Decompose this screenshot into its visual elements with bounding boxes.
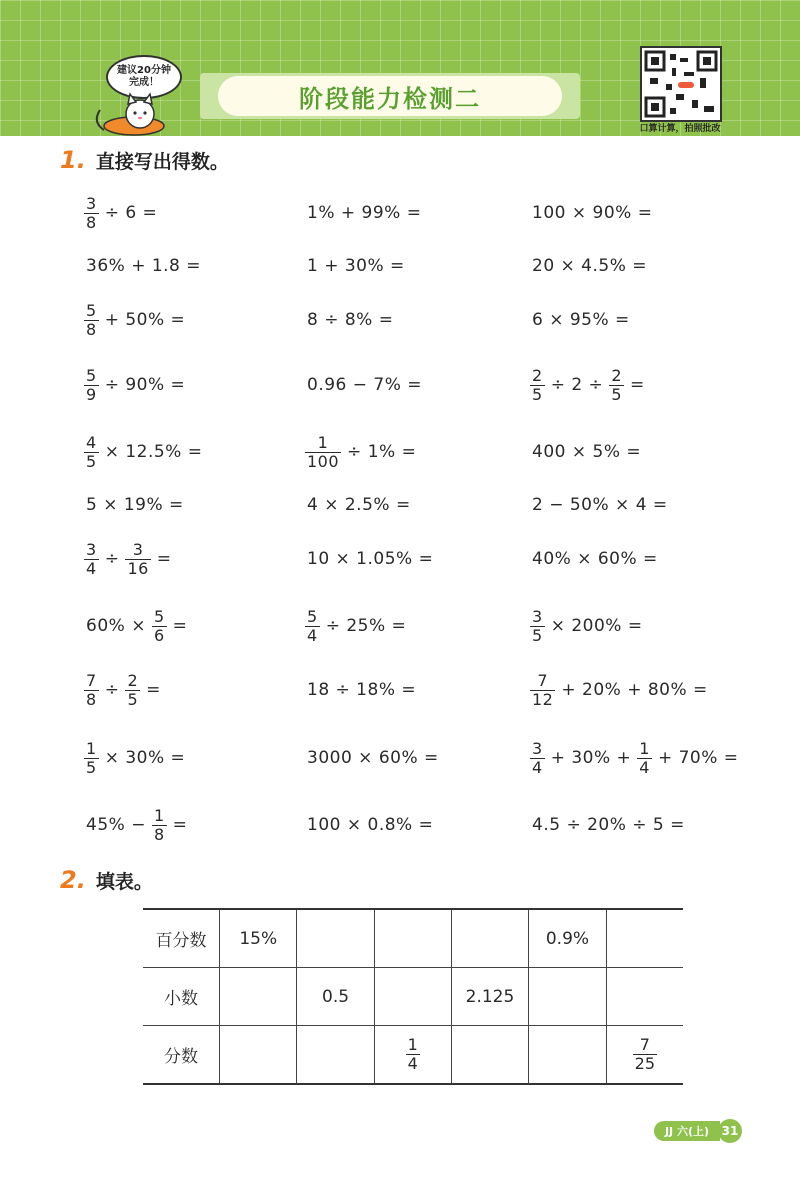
expr-text: × 30% = bbox=[104, 748, 186, 768]
calculation-item bbox=[303, 365, 426, 405]
calculation-item bbox=[303, 670, 420, 710]
page-title: 阶段能力检测二 bbox=[299, 84, 481, 113]
calculation-item bbox=[303, 539, 437, 579]
fraction-denominator: 5 bbox=[86, 451, 97, 471]
calculation-item bbox=[82, 539, 176, 579]
fraction bbox=[84, 195, 99, 232]
fraction bbox=[84, 367, 99, 404]
calculation-item bbox=[303, 432, 420, 472]
expr-text: 1 + 30% = bbox=[307, 256, 405, 276]
expr-text: = bbox=[156, 549, 172, 569]
fraction bbox=[84, 740, 99, 777]
fraction-denominator: 16 bbox=[127, 558, 149, 578]
section-1-heading bbox=[60, 146, 229, 174]
calculation-item bbox=[303, 246, 409, 286]
fraction-denominator: 8 bbox=[86, 689, 97, 709]
expr-prefix: 60% × bbox=[86, 616, 146, 636]
expr-text: ÷ 1% = bbox=[347, 442, 417, 462]
calculation-item bbox=[528, 193, 656, 233]
fraction bbox=[84, 672, 99, 709]
fraction bbox=[637, 740, 652, 777]
fraction-denominator: 25 bbox=[634, 1054, 656, 1073]
calculation-item bbox=[303, 805, 437, 845]
table-cell[interactable] bbox=[220, 1026, 297, 1085]
section-2-number: 2. bbox=[60, 866, 86, 894]
expr-text: 1% + 99% = bbox=[307, 203, 422, 223]
fraction bbox=[152, 608, 167, 645]
expr-text: 0.96 − 7% = bbox=[307, 375, 423, 395]
expr-text: = bbox=[172, 815, 188, 835]
bubble-line-1: 建议20分钟 bbox=[117, 65, 171, 76]
title-banner-inner bbox=[218, 76, 562, 116]
calculation-item bbox=[82, 485, 188, 525]
expr-text: = bbox=[172, 616, 188, 636]
expr-text: = bbox=[146, 680, 161, 700]
expr-text: ÷ 6 = bbox=[104, 203, 158, 223]
qr-code-icon[interactable] bbox=[640, 46, 722, 122]
fraction-numerator: 5 bbox=[86, 300, 97, 320]
expr-text: 18 ÷ 18% = bbox=[307, 680, 417, 700]
fraction bbox=[530, 740, 545, 777]
fraction-denominator: 12 bbox=[532, 689, 554, 709]
fraction-denominator: 4 bbox=[307, 625, 318, 645]
calculation-item bbox=[82, 805, 191, 845]
fraction-denominator: 8 bbox=[86, 212, 97, 232]
table-cell[interactable]: 2.125 bbox=[451, 968, 529, 1026]
calculation-item bbox=[82, 606, 191, 646]
expr-text: + 70% = bbox=[657, 748, 739, 768]
table-cell-fraction[interactable] bbox=[606, 1026, 683, 1085]
fraction-numerator: 2 bbox=[611, 365, 622, 385]
fraction bbox=[305, 434, 341, 471]
fraction-numerator: 3 bbox=[86, 193, 97, 213]
expr-text: 6 × 95% = bbox=[532, 310, 630, 330]
fraction-numerator: 1 bbox=[407, 1035, 418, 1054]
calculation-item bbox=[82, 193, 161, 233]
table-cell[interactable] bbox=[220, 968, 297, 1026]
calculation-item bbox=[303, 485, 415, 525]
table-row bbox=[143, 968, 683, 1026]
fraction bbox=[530, 672, 555, 709]
expr-text: + 30% + bbox=[550, 748, 632, 768]
section-1-number: 1. bbox=[60, 146, 86, 174]
fraction-numerator: 2 bbox=[127, 670, 139, 690]
expr-text: 8 ÷ 8% = bbox=[307, 310, 394, 330]
page-number: 31 bbox=[718, 1119, 742, 1143]
section-2-heading bbox=[60, 866, 153, 894]
expr-text: 36% + 1.8 = bbox=[86, 256, 202, 276]
table-cell[interactable]: 0.9% bbox=[529, 909, 606, 968]
fraction-numerator: 1 bbox=[317, 432, 329, 452]
expr-text: 10 × 1.05% = bbox=[307, 549, 434, 569]
table-cell[interactable] bbox=[374, 968, 451, 1026]
fraction-denominator: 5 bbox=[86, 757, 97, 777]
calculation-item bbox=[303, 193, 425, 233]
table-cell[interactable]: 0.5 bbox=[297, 968, 374, 1026]
expr-prefix: 45% − bbox=[86, 815, 146, 835]
table-row bbox=[143, 909, 683, 968]
qr-caption: 口算计算，拍照批改 bbox=[639, 124, 721, 134]
fraction-numerator: 7 bbox=[639, 1035, 650, 1054]
fraction bbox=[305, 608, 320, 645]
fraction-denominator: 4 bbox=[639, 757, 650, 777]
table-cell[interactable] bbox=[451, 1026, 529, 1085]
fraction bbox=[406, 1036, 420, 1073]
calculation-item bbox=[528, 670, 712, 710]
calculation-item bbox=[82, 246, 205, 286]
expr-text: 40% × 60% = bbox=[532, 549, 658, 569]
expr-text: + 20% + 80% = bbox=[561, 680, 708, 700]
expr-text: 400 × 5% = bbox=[532, 442, 642, 462]
bubble-line-2: 完成！ bbox=[129, 77, 159, 88]
calculation-item bbox=[528, 246, 651, 286]
expr-text: ÷ bbox=[104, 680, 120, 700]
calculation-item bbox=[82, 300, 189, 340]
fraction bbox=[125, 672, 140, 709]
row-label-fraction: 分数 bbox=[143, 1026, 220, 1085]
fraction-numerator: 3 bbox=[532, 606, 543, 626]
fraction-denominator: 6 bbox=[153, 625, 165, 645]
fraction bbox=[633, 1036, 657, 1073]
fraction bbox=[609, 367, 624, 404]
fraction bbox=[530, 367, 545, 404]
expr-text: 100 × 90% = bbox=[532, 203, 653, 223]
expr-text: × 12.5% = bbox=[104, 442, 203, 462]
fraction-numerator: 3 bbox=[132, 539, 144, 559]
fraction-numerator: 7 bbox=[86, 670, 97, 690]
fraction bbox=[152, 807, 167, 844]
table-cell[interactable] bbox=[606, 968, 683, 1026]
calculation-item bbox=[82, 738, 189, 778]
table-cell[interactable] bbox=[374, 909, 451, 968]
table-cell[interactable] bbox=[529, 1026, 606, 1085]
expr-text: 3000 × 60% = bbox=[307, 748, 439, 768]
fraction-numerator: 3 bbox=[86, 539, 97, 559]
calculation-item bbox=[303, 300, 398, 340]
fraction-denominator: 100 bbox=[307, 451, 340, 471]
calculation-item bbox=[82, 670, 165, 710]
fraction bbox=[84, 541, 99, 578]
row-label-decimal: 小数 bbox=[143, 968, 220, 1026]
calculation-item bbox=[528, 300, 634, 340]
fraction-numerator: 1 bbox=[86, 738, 97, 758]
expr-text: 100 × 0.8% = bbox=[307, 815, 434, 835]
fraction-numerator: 1 bbox=[153, 805, 165, 825]
calculation-item bbox=[528, 738, 743, 778]
expr-text: + 50% = bbox=[104, 310, 186, 330]
table-row bbox=[143, 1026, 683, 1085]
fraction-denominator: 5 bbox=[611, 384, 622, 404]
expr-text: ÷ 2 ÷ bbox=[550, 375, 604, 395]
fraction bbox=[84, 434, 99, 471]
fraction-denominator: 4 bbox=[407, 1054, 418, 1073]
table-cell[interactable] bbox=[529, 968, 606, 1026]
table-cell[interactable] bbox=[606, 909, 683, 968]
calculation-item bbox=[528, 539, 662, 579]
fraction-numerator: 3 bbox=[532, 738, 543, 758]
expr-text: 5 × 19% = bbox=[86, 495, 184, 515]
fraction-numerator: 5 bbox=[307, 606, 318, 626]
section-1-title: 直接写出得数。 bbox=[95, 151, 229, 173]
fraction-numerator: 2 bbox=[532, 365, 543, 385]
expr-text: 2 − 50% × 4 = bbox=[532, 495, 668, 515]
fraction-denominator: 5 bbox=[532, 384, 543, 404]
fraction bbox=[530, 608, 545, 645]
expr-text: ÷ bbox=[104, 549, 120, 569]
calculation-item bbox=[528, 606, 647, 646]
fraction-denominator: 4 bbox=[86, 558, 97, 578]
calculation-item bbox=[528, 365, 649, 405]
fraction-numerator: 1 bbox=[639, 738, 650, 758]
fraction bbox=[84, 302, 99, 339]
expr-text: = bbox=[630, 375, 645, 395]
calculation-item bbox=[82, 365, 189, 405]
expr-text: ÷ 90% = bbox=[104, 375, 186, 395]
table-cell[interactable]: 15% bbox=[220, 909, 297, 968]
expr-text: 20 × 4.5% = bbox=[532, 256, 648, 276]
fraction-numerator: 5 bbox=[86, 365, 97, 385]
calculation-item bbox=[528, 432, 645, 472]
row-label-percent: 百分数 bbox=[143, 909, 220, 968]
table-cell[interactable] bbox=[297, 909, 374, 968]
fraction-numerator: 5 bbox=[153, 606, 165, 626]
fraction-denominator: 8 bbox=[153, 824, 165, 844]
cat-mascot-icon bbox=[88, 92, 172, 136]
fraction-numerator: 4 bbox=[86, 432, 97, 452]
fraction-denominator: 8 bbox=[86, 319, 97, 339]
fraction-denominator: 5 bbox=[532, 625, 543, 645]
table-cell[interactable] bbox=[297, 1026, 374, 1085]
calculation-item bbox=[528, 805, 689, 845]
expr-text: 4 × 2.5% = bbox=[307, 495, 411, 515]
table-cell-fraction[interactable] bbox=[374, 1026, 451, 1085]
expr-text: × 200% = bbox=[550, 616, 643, 636]
expr-text: ÷ 25% = bbox=[325, 616, 407, 636]
section-2-title: 填表。 bbox=[95, 871, 153, 893]
table-cell[interactable] bbox=[451, 909, 529, 968]
fraction-denominator: 5 bbox=[127, 689, 139, 709]
fraction-denominator: 4 bbox=[532, 757, 543, 777]
calculation-item bbox=[303, 606, 410, 646]
fraction bbox=[125, 541, 150, 578]
fraction-denominator: 9 bbox=[86, 384, 97, 404]
conversion-table bbox=[143, 908, 683, 1085]
calculation-item bbox=[82, 432, 207, 472]
expr-text: 4.5 ÷ 20% ÷ 5 = bbox=[532, 815, 685, 835]
calculation-item bbox=[528, 485, 672, 525]
fraction-numerator: 7 bbox=[537, 670, 549, 690]
grade-tag: JJ 六(上) bbox=[654, 1121, 720, 1141]
calculation-item bbox=[303, 738, 443, 778]
